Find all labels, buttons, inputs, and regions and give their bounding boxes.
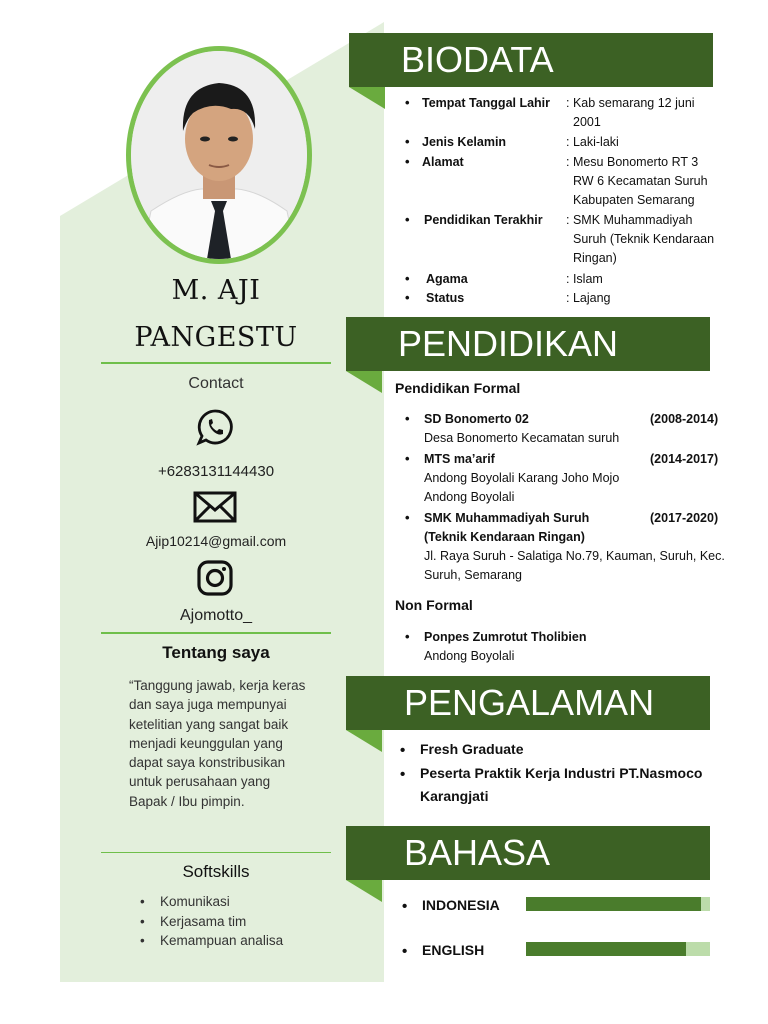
divider <box>101 852 331 853</box>
contact-label: Contact <box>188 375 244 392</box>
divider <box>101 362 331 364</box>
divider <box>101 632 331 634</box>
biodata-label: Pendidikan Terakhir <box>424 213 543 227</box>
school-detail: Jl. Raya Suruh - Salatiga No.79, Kauman, Suruh, Kec. <box>424 549 725 563</box>
language-bar-fill <box>526 897 701 911</box>
biodata-value: Ringan) <box>573 251 617 265</box>
instagram-handle[interactable]: Ajomotto_ <box>179 607 253 624</box>
mail-icon <box>193 490 237 524</box>
biodata-label: Alamat <box>422 155 464 169</box>
school-years: (2014-2017) <box>650 452 719 466</box>
school-detail: Andong Boyolali <box>424 649 515 663</box>
phone-number[interactable]: +6283131144430 <box>157 463 275 480</box>
biodata-label: Jenis Kelamin <box>422 135 507 149</box>
band-fold <box>346 880 382 902</box>
formal-education-title: Pendidikan Formal <box>395 380 521 396</box>
biodata-value: Kabupaten Semarang <box>573 193 695 207</box>
list-item: • Komunikasi <box>140 894 283 914</box>
biodata-value: Suruh (Teknik Kendaraan <box>573 232 715 246</box>
band-fold <box>346 371 382 393</box>
school-name: MTS ma’arif <box>424 452 495 466</box>
biodata-header: BIODATA <box>349 33 713 87</box>
language-header: BAHASA <box>346 826 710 880</box>
biodata-value: 2001 <box>573 115 601 129</box>
school-years: (2008-2014) <box>650 412 719 426</box>
list-item: • Kemampuan analisa <box>140 933 283 953</box>
biodata-label: Tempat Tanggal Lahir <box>422 96 551 110</box>
instagram-icon <box>197 560 233 596</box>
biodata-value: : Lajang <box>566 291 611 305</box>
list-item: • Kerjasama tim <box>140 914 283 934</box>
biodata-value: : Mesu Bonomerto RT 3 <box>566 155 699 169</box>
experience-item: Fresh Graduate <box>420 741 524 757</box>
softskills-list <box>140 894 283 953</box>
biodata-value: : SMK Muhammadiyah <box>566 213 693 227</box>
cv-page: M. AJI PANGESTU Contact +6283131144430 Ajip10214@gmail.com Ajomotto_ Tentang saya “Tanggung jawab, kerja keras dan saya juga mempunyai ketelitian yang sangat baik menjadi keunggulan yang dapat saya konstribusikan untuk perusahaan yang Bapak / Ibu pimpin. Softskills • Komunikasi • Kerjasama tim • Kemampuan analisa BIODATA • Tempat Tanggal Lahir : Kab semarang 12 juni 2001 • Jenis Kelamin : Laki-laki • Alamat : Mesu Bonomerto RT 3 RW 6 Kecamatan Suruh Kabupaten Semarang • Pendidikan Terakhir : SMK Muhammadiyah Suruh (Teknik Kendaraan Ringan) • Agama : Islam • Status : Lajang PENDIDIKAN Pendidikan Formal • SD Bonomerto 02 (2008-2014) Desa Bonomerto Kecamatan suruh • MTS ma’arif (2014-2017) Andong Boyolali Karang Joho Mojo Andong Boyolali • SMK Muhammadiyah Suruh (2017-2020) (Teknik Kendaraan Ringan) Jl. Raya Suruh - Salatiga No.79, Kauman, Suruh, Kec. Suruh, Semarang Non Formal • Ponpes Zumrotut Tholibien Andong Boyolali PENGALAMAN • Fresh Graduate • Peserta Praktik Kerja Industri PT.Nasmoco Karangjati BAHASA • INDONESIA • ENGLISH <box>0 0 768 1024</box>
whatsapp-icon <box>196 408 234 446</box>
school-detail: Andong Boyolali <box>424 490 515 504</box>
language-name: INDONESIA <box>422 897 500 913</box>
biodata-value: : Islam <box>566 272 603 286</box>
experience-item: Karangjati <box>420 788 489 804</box>
biodata-label: Status <box>426 291 465 305</box>
experience-item: Peserta Praktik Kerja Industri PT.Nasmoco <box>420 765 703 781</box>
school-major: (Teknik Kendaraan Ringan) <box>424 530 585 544</box>
education-header: PENDIDIKAN <box>346 317 710 371</box>
softskills-title: Softskills <box>182 862 250 881</box>
school-name: SMK Muhammadiyah Suruh <box>424 511 590 525</box>
email-address[interactable]: Ajip10214@gmail.com <box>145 533 287 549</box>
band-fold <box>349 87 385 109</box>
biodata-value: : Laki-laki <box>566 135 619 149</box>
language-bar-fill <box>526 942 686 956</box>
school-detail: Suruh, Semarang <box>424 568 522 582</box>
language-name: ENGLISH <box>422 942 485 958</box>
band-fold <box>346 730 382 752</box>
school-detail: Desa Bonomerto Kecamatan suruh <box>424 431 620 445</box>
about-text: “Tanggung jawab, kerja keras dan saya juga mempunyai ketelitian yang sangat baik menjadi keunggulan yang dapat saya konstribusikan untuk perusahaan yang Bapak / Ibu pimpin. <box>129 678 306 809</box>
biodata-label: Agama <box>426 272 468 286</box>
name-line-1: M. AJI <box>171 275 261 306</box>
school-detail: Andong Boyolali Karang Joho Mojo <box>424 471 620 485</box>
profile-photo <box>126 46 312 264</box>
school-name: Ponpes Zumrotut Tholibien <box>424 630 587 644</box>
nonformal-education-title: Non Formal <box>395 597 473 613</box>
name-line-2: PANGESTU <box>134 322 298 353</box>
about-title: Tentang saya <box>162 643 270 662</box>
school-years: (2017-2020) <box>650 511 719 525</box>
school-name: SD Bonomerto 02 <box>424 412 529 426</box>
biodata-value: RW 6 Kecamatan Suruh <box>573 174 708 188</box>
biodata-value: : Kab semarang 12 juni <box>566 96 695 110</box>
experience-header: PENGALAMAN <box>346 676 710 730</box>
